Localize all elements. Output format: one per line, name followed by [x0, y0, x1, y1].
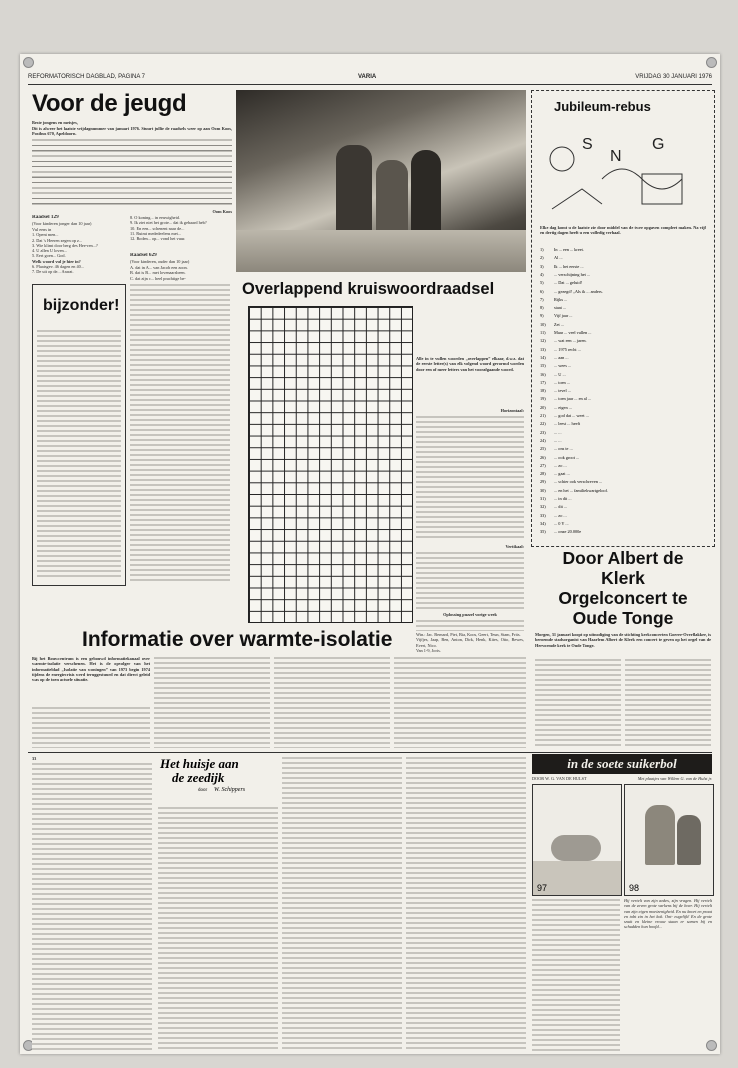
suikerbol-banner [532, 754, 712, 774]
albert-lead: Morgen, 31 januari koopt op uitnodiging van de stichting kerkconcerten Goeree-Overflakkee, is beroemde stadsorganist van Haarlem Albert de Klerk een concert te geven op het orgel van de Hervormde kerk te Oude Tonge. [535, 632, 711, 648]
children-snow-photo [236, 90, 526, 272]
rebus-clue-number: 22) [540, 421, 546, 427]
rebus-clue [540, 513, 567, 518]
raadsel-line: 8. O koning... in eeuwigheid. [130, 215, 181, 220]
rebus-clue-number: 18) [540, 388, 546, 394]
child-figure [336, 145, 372, 235]
rebus-clue-text: ... dit ... [554, 504, 568, 510]
rebus-clue-text: Vijf jaar ... [554, 313, 573, 319]
panel-number: 97 [537, 883, 548, 893]
crossword-grid[interactable] [248, 306, 413, 623]
rebus-drawing [542, 119, 702, 219]
huisje-title-line2: de zeedijk [172, 770, 225, 785]
rebus-clue-number: 32) [540, 504, 546, 510]
rebus-clue-number: 5) [540, 280, 544, 286]
rebus-clue [540, 405, 572, 410]
rebus-clue-text: ... ons te ... [554, 446, 573, 452]
raadsel-129-list-b [130, 215, 232, 253]
rebus-clue-text: ... schier ook verschreven ... [554, 479, 603, 485]
figure-illustration [677, 815, 701, 865]
rebus-clue-number: 6) [540, 288, 544, 294]
huisje-col2 [158, 806, 278, 1052]
jeugd-body-text [32, 138, 232, 208]
huisje-col1 [32, 762, 152, 1052]
rebus-clue-number: 11) [540, 330, 546, 335]
rebus-clue [540, 471, 570, 476]
rebus-clue [540, 322, 564, 327]
rebus-clue [540, 363, 571, 368]
raadsel-629-title: Raadsel 629 [130, 253, 157, 258]
raadsel-line: 4. U allen U loven... [32, 248, 67, 254]
warmte-body-col4 [394, 656, 526, 748]
rebus-clue-text: Zet ... [554, 321, 565, 327]
rebus-clue-text: ... ook groot ... [554, 454, 580, 460]
rebus-clue-number: 28) [540, 471, 546, 477]
rebus-clue-text: ... onze 20.000e [554, 529, 582, 535]
rebus-clue-number: 17) [540, 379, 546, 385]
rebus-box [531, 90, 715, 547]
rebus-clue-number: 1) [540, 247, 544, 252]
header-date: VRIJDAG 30 JANUARI 1976 [635, 74, 712, 80]
vertikaal-label: Vertikaal: [505, 544, 524, 549]
rebus-clue [540, 388, 571, 393]
rebus-instruction: Elke dag komt u de laatste zie door middel van de twee opgaven compleet maken. Na vijf en dertig dagen heeft u een volledig verhaal. [540, 225, 706, 236]
raadsel-line: 11. Ruimt mededeelens met... [130, 230, 182, 236]
comic-panel-98 [624, 784, 714, 896]
suikerbol-illustrator: Met plaatjes van Willem G. van de Hulst jr. [637, 776, 712, 781]
vertikaal-clues [416, 551, 524, 609]
huisje-col4 [406, 756, 526, 1052]
rebus-clue-number: 8) [540, 305, 544, 311]
rebus-clue [540, 479, 602, 484]
albert-headline-line2: Klerk [601, 568, 645, 588]
raadsel-629-continued [130, 283, 230, 581]
rebus-clue-number: 7) [540, 296, 544, 302]
horizontaal-label: Horizontaal: [500, 408, 524, 413]
pig-illustration [551, 835, 601, 861]
albert-headline [535, 548, 711, 628]
rebus-letter-g: G [652, 136, 665, 153]
raadsel-line: 7. De uit op de... Ararat. [32, 269, 74, 275]
rebus-clue [540, 496, 572, 501]
rebus-clue-text: ... god dat ... weet ... [554, 413, 589, 418]
footer-line: Van 1-9, Joris. [416, 647, 441, 653]
rebus-clue-text: ... 1975 recht ... [554, 346, 581, 352]
rebus-clue [540, 338, 587, 343]
pin-top-right [706, 57, 717, 68]
rebus-clue-text: ... zo ... [554, 462, 567, 468]
rebus-clue-text: staat ... [554, 305, 567, 311]
rebus-clue-text: ... aan ... [554, 354, 569, 360]
winners-names: Jac. Bernard, Piet, Bia, Koos, Geert, Teun, Stam, Frits. [426, 632, 521, 637]
rebus-clue [540, 529, 581, 534]
rebus-clue [540, 297, 567, 302]
rebus-circle [550, 147, 574, 171]
albert-headline-line3: Orgelconcert te [558, 588, 688, 608]
rebus-clue-number: 25) [540, 446, 546, 452]
suikerbol-verse: Hij vertelt van zijn ankes, zijn vragen. Hij vertelt van de zeven grote varkens bij de boer. Hij vertelt van zijn eigen moeizenigheid. En nu knort en praat en tobt zin in het kok. Ont- eugelijk! En de grote snuit en kleine vrouw staan er samen bij en schudden hun hoofd... [624, 898, 712, 930]
rebus-clue-number: 31) [540, 496, 546, 501]
rebus-clue-text: ... in dit ... [554, 496, 572, 501]
warmte-body-col1 [32, 706, 150, 748]
raadsel-line: 9. Ik ziet niet het grote... dat ik gebaard heb? [130, 220, 207, 226]
panel-number: 98 [629, 883, 640, 893]
child-figure [411, 150, 441, 240]
warmte-body-col2 [154, 656, 270, 748]
oplossing-winners [416, 632, 524, 656]
huisje-by: door [198, 788, 208, 793]
rebus-clue-text: Rijks ... [554, 296, 568, 302]
rebus-clue-number: 4) [540, 271, 544, 277]
rebus-clue-text: ... toen jaar ... en al ... [554, 396, 592, 402]
raadsel-629-list [130, 265, 230, 282]
rebus-clue-number: 33) [540, 512, 546, 518]
rebus-clue-number: 3) [540, 263, 544, 269]
rebus-clue-text: ... en het ... familiekwartgeloof. [554, 487, 609, 493]
rebus-clue-number: 26) [540, 454, 546, 460]
rebus-clue-number: 15) [540, 363, 546, 369]
huisje-installment-number: 33 [32, 756, 37, 761]
suikerbol-text-col1 [532, 898, 620, 1052]
rebus-clue-text: ... leest ... heeft [554, 421, 581, 427]
header-section: VARIA [358, 74, 377, 80]
rebus-clue [540, 372, 566, 377]
pin-top-left [23, 57, 34, 68]
rebus-clue-number: 20) [540, 404, 546, 410]
bijzonder-body [37, 329, 121, 579]
kruiswoord-instruction: Alle in te vullen woorden „overlappen” elkaar, d.w.z. dat de eerste letter(s) van elk volgend woord gevormd worden door een of meer letters van het voorafgaande woord. [416, 356, 524, 372]
warmte-body-col3 [274, 656, 390, 748]
raadsel-line: 3. Wie klimt door berg des Hee-ren...? [32, 242, 98, 248]
rebus-clue-text: ... wees ... [554, 363, 572, 369]
huisje-author: W. Schippers [214, 787, 246, 793]
raadsel-line: Vul eens in [32, 227, 52, 232]
rebus-clue-text: Al ... [554, 255, 563, 261]
rebus-clue-number: 24) [540, 437, 546, 443]
names-line: Vijfjes, Jaap, Ben, Anton, Dirk, Henk, Kites, Otto, Bewes, Evert, Nico. [416, 637, 524, 648]
snow-ground [236, 230, 526, 272]
winners-intro: Win.: [416, 632, 426, 637]
rebus-clue-text: ... ... [554, 437, 562, 443]
raadsel-line: B. dat is B... met lovenaarsbeen. [130, 270, 186, 276]
rebus-clue [540, 455, 579, 460]
raadsel-629-sub: (Voor kinderen, ouder dan 10 jaar) [130, 259, 190, 264]
raadsel-129-list [32, 227, 124, 277]
huisje-col3 [282, 756, 402, 1052]
rebus-arrow [552, 189, 602, 209]
rebus-clue-number: 23) [540, 429, 546, 435]
albert-body-col1 [535, 658, 621, 748]
rebus-clue [540, 272, 590, 277]
oplossing-title: Oplossing puzzel vorige week [443, 612, 497, 617]
rebus-clue-text: ... wat een ... jaren. [554, 338, 587, 344]
raadsel-129-title: Raadsel 129 [32, 215, 59, 220]
jeugd-intro: Dit is alweer het laatste vrijdagnummer van januari 1976. Stuurt jullie de raadsels weer op aan Oom Koos, Postbus 670, Apeldoorn. [32, 126, 232, 137]
raadsel-line: Welk woord vul je hier in? [32, 258, 81, 264]
rebus-clue [540, 347, 581, 352]
header-left: REFORMATORISCH DAGBLAD, PAGINA 7 [28, 74, 146, 80]
rebus-clue [540, 521, 569, 526]
rebus-clue-number: 14) [540, 354, 546, 360]
rebus-clue-text: ... tevel ... [554, 388, 571, 394]
rebus-clue [540, 313, 572, 318]
rebus-clue-number: 16) [540, 371, 546, 377]
rebus-clue [540, 355, 569, 360]
raadsel-line: 12. Boden... op... vond het vuur. [130, 236, 186, 242]
albert-headline-line4: Oude Tonge [572, 608, 674, 628]
warmte-lead: Bij het Bouwcentrum is een gebouwd informatiekanaal over warmte-isolatie verschenen. Het is de opvolger van het informatieblad „Isolatie van woningen” van 1973 begin 1974 tijdens de energiecrisis werd teruggestuurd en dat direct geleid was op de toen actuele situatie. [32, 656, 150, 683]
newspaper-page [20, 54, 720, 1054]
section-divider [28, 752, 712, 753]
suikerbol-author: DOOR W. G. VAN DE HULST [532, 776, 587, 781]
rebus-clue-number: 12) [540, 338, 546, 344]
rebus-clue-text: ... U ... [554, 371, 566, 377]
rebus-clue-text: ... 0 Y ... [554, 520, 569, 526]
rebus-clue-number: 29) [540, 479, 546, 485]
oplossing-text [416, 619, 524, 631]
rebus-clue [540, 247, 584, 252]
rebus-clue [540, 421, 580, 426]
rebus-clue-text: ... gaat ... [554, 471, 570, 477]
rebus-clue [540, 255, 563, 260]
rebus-clue-text: ... verschijning het ... [554, 271, 591, 277]
rebus-clue-number: 9) [540, 313, 544, 319]
raadsel-line: 5. Eert goen... God. [32, 253, 66, 259]
rebus-clue [540, 289, 603, 294]
rebus-clue [540, 438, 562, 443]
bijzonder-title: bijzonder! [43, 297, 120, 314]
rebus-clue-number: 2) [540, 255, 544, 261]
rebus-clue-number: 27) [540, 462, 546, 468]
kruiswoord-title: Overlappend kruiswoordraadsel [242, 280, 495, 298]
page-header [28, 74, 712, 85]
rebus-clue-number: 19) [540, 396, 546, 402]
albert-headline-line1: Door Albert de [562, 548, 684, 568]
albert-body-col2 [625, 658, 711, 748]
rebus-clue-text: ... toen ... [554, 379, 570, 385]
rebus-clue-number: 13) [540, 346, 546, 352]
rebus-clue [540, 463, 567, 468]
huisje-title-line1: Het huisje aan [160, 756, 239, 771]
jeugd-title: Voor de jeugd [32, 90, 187, 117]
rebus-clue-text: Ik ... het eerste ... [554, 263, 584, 269]
huisje-title-block [158, 756, 278, 804]
rebus-clue-list [540, 247, 706, 539]
jeugd-signature: Oom Koos [212, 209, 232, 214]
suikerbol-title: in de soete suikerbol [567, 756, 677, 771]
rebus-clue [540, 280, 582, 285]
figure-illustration [645, 805, 675, 865]
rebus-letter-s: S [582, 136, 593, 153]
raadsel-line: 10. En een... schenent naar de... [130, 225, 185, 231]
warmte-title: Informatie over warmte-isolatie [82, 628, 393, 651]
rebus-letter-n: N [610, 148, 622, 165]
rebus-clue [540, 305, 566, 310]
rebus-clue-number: 10) [540, 321, 546, 327]
rebus-clue-text: ... ... [554, 429, 562, 435]
rebus-clue-text: ... eigen ... [554, 404, 572, 410]
comic-panel-97 [532, 784, 622, 896]
rebus-clue [540, 430, 562, 435]
child-figure [376, 160, 408, 240]
rebus-clue-number: 34) [540, 520, 546, 526]
rebus-clue [540, 488, 608, 493]
rebus-clue [540, 330, 591, 335]
horizontaal-clues [416, 415, 524, 540]
raadsel-line: 1. Opent men... [32, 232, 59, 238]
rebus-clue-text: ... Dat ... geluid! [554, 280, 583, 286]
rebus-clue-number: 30) [540, 487, 546, 493]
rebus-clue [540, 446, 573, 451]
raadsel-line: 6. Plaatsgev. 46 dagen en 40... [32, 264, 84, 270]
raadsel-line: C. dat zijn c... heel prachtige be- [130, 275, 186, 281]
bijzonder-box [32, 284, 126, 586]
raadsel-line: A. dat in A... van Jacob een zoon. [130, 265, 188, 270]
jeugd-greeting: Beste jongens en meisjes, [32, 120, 78, 125]
rebus-clue [540, 380, 570, 385]
raadsel-129-sub: (Voor kinderen jonger dan 10 jaar) [32, 221, 92, 226]
rebus-clue-number: 35) [540, 529, 546, 535]
rebus-clue [540, 264, 584, 269]
rebus-title: Jubileum-rebus [554, 99, 651, 114]
rebus-clue-number: 21) [540, 413, 546, 418]
rebus-clue-text: Maar ... veel vallen ... [554, 330, 592, 335]
rebus-clue-text: ... gezegd! „Als ik ... anders. [554, 288, 603, 294]
rebus-clue-text: ... zo ... [554, 512, 567, 518]
rebus-clue [540, 396, 591, 401]
rebus-clue [540, 413, 589, 418]
rebus-clue [540, 504, 567, 509]
rebus-clue-text: In ... een ... kreet. [554, 247, 584, 252]
raadsel-line: 2. Dat 's Heeren zegen op z... [32, 237, 83, 243]
